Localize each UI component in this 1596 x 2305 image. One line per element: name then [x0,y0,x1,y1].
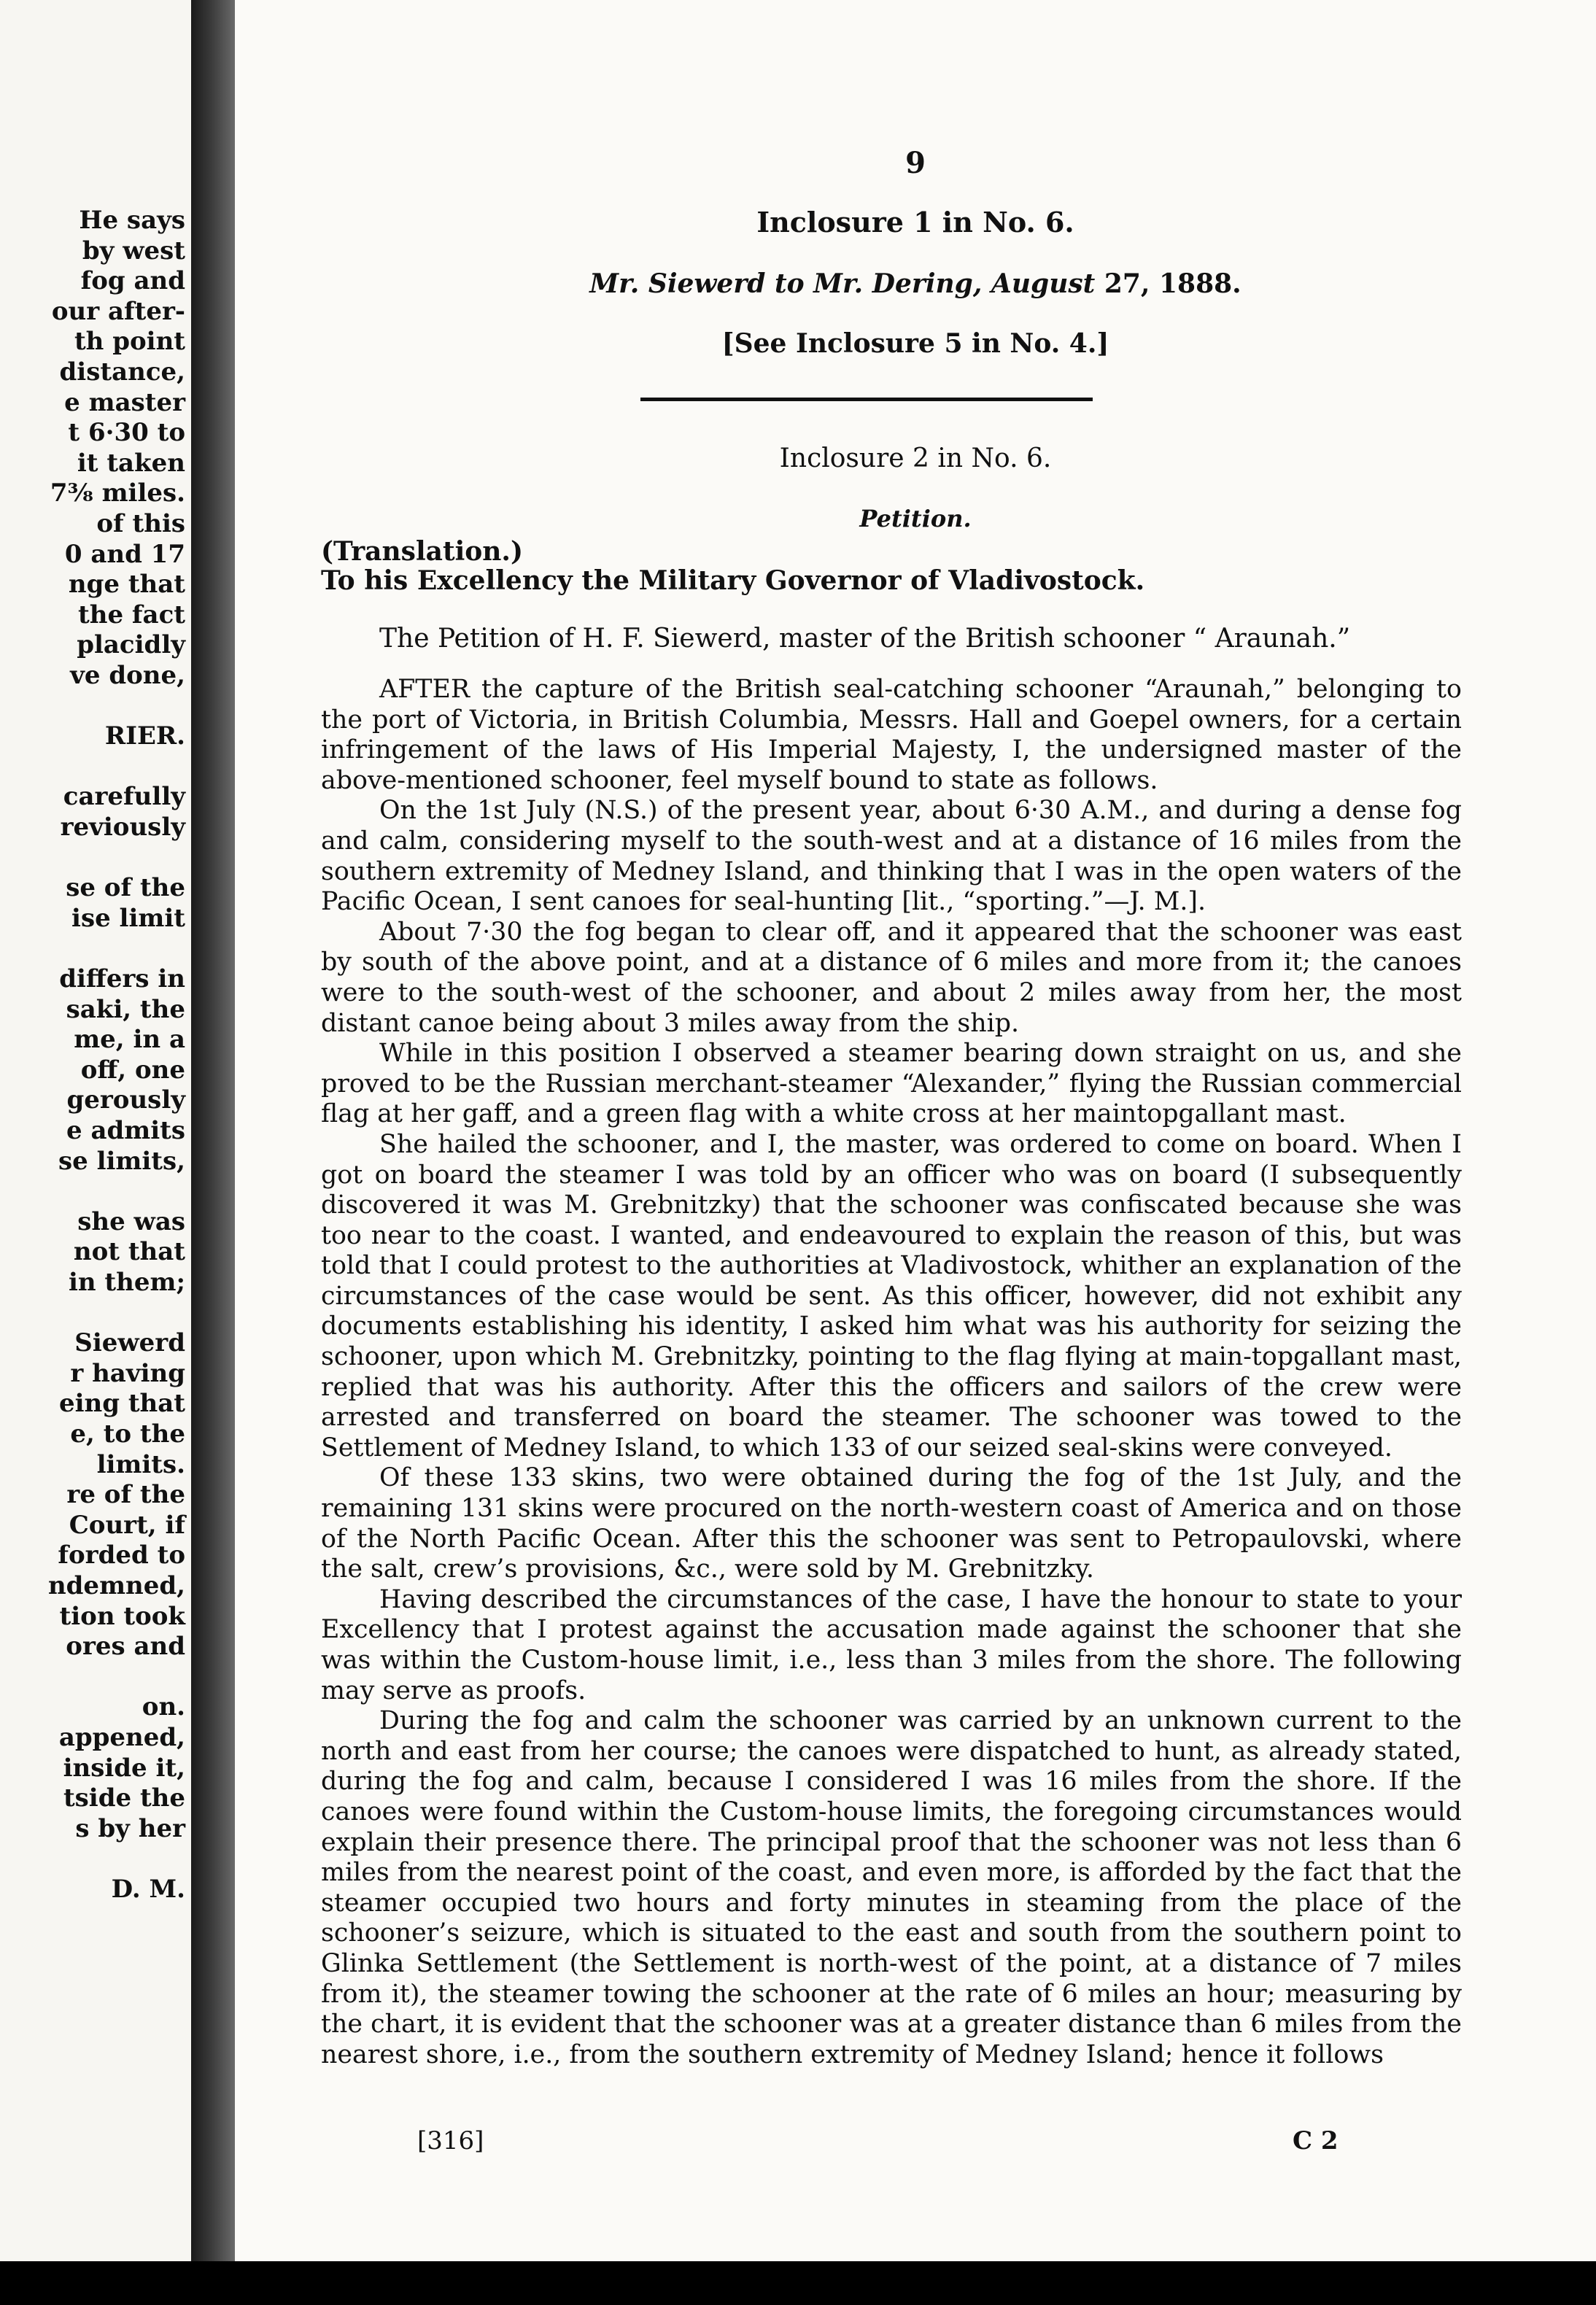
letter-title-text: Mr. Siewerd to Mr. Dering, August [589,268,1096,299]
left-page-line: limits. [96,1449,185,1479]
left-page-line: RIER. [104,721,185,751]
left-page-line: differs in [59,964,185,993]
scan-border [0,2261,1596,2305]
left-page-line: placidly [77,630,185,660]
left-page-line: carefully [63,782,185,812]
petition-intro: The Petition of H. F. Siewerd, master of the British schooner “ Araunah.” [379,624,1351,654]
left-page-line: me, in a [74,1025,185,1055]
body-paragraph: AFTER the capture of the British seal-catching schooner “Araunah,” belonging to the port of Victoria, in British Columbia, Messrs. Hall and Goepel owners, for a certain infringement of the laws of His Imperial Majesty, I, the undersigned master of the above-mentioned schooner, feel myself bound to state as follows. [321,675,1462,795]
body-paragraph: During the fog and calm the schooner was carried by an unknown current to the north and east from her course; the canoes were dispatched to hunt, as already stated, during the fog and calm, because I considered I was 16 miles from the shore. If the canoes were found within the Custom-house limits, the foregoing circumstances would explain their presence there. The principal proof that the schooner was not less than 6 miles from the nearest point of the coast, and even more, is afforded by the fact that the steamer occupied two hours and forty minutes in steaming from the place of the schooner’s seizure, which is situated to the east and south from the southern point to Glinka Settlement (the Settlement is north-west of the point, at a distance of 7 miles from it), the steamer towing the schooner at the rate of 6 miles an hour; measuring by the chart, it is evident that the schooner was at a greater distance than 6 miles from the nearest shore, i.e., from the southern extremity of Medney Island; hence it follows [321,1706,1462,2069]
left-page-line: it taken [77,448,185,478]
left-page-line: off, one [80,1055,185,1085]
left-page-line: appened, [58,1723,185,1752]
petition-label: Petition. [859,505,972,532]
left-page-line: ndemned, [47,1571,185,1600]
left-page-line: saki, the [66,994,185,1024]
left-page-line: e admits [66,1116,185,1145]
left-page-line: se of the [66,873,185,903]
left-page-line: gerously [66,1085,185,1115]
left-page-line: se limits, [58,1146,185,1176]
address-line: To his Excellency the Military Governor of Vladivostock. [321,565,1145,596]
left-page-line: 0 and 17 [64,539,185,569]
letter-title [235,268,1596,299]
left-page-line: s by her [75,1813,185,1843]
inclosure-2-heading: Inclosure 2 in No. 6. [779,443,1052,473]
left-page-line: not that [73,1237,185,1267]
left-page-line: e, to the [70,1419,185,1449]
page-number: 9 [905,146,926,180]
left-page-fragment [0,0,191,2261]
left-page-line: Court, if [69,1510,185,1540]
left-page-line: D. M. [111,1875,185,1904]
left-page-line: fog and [80,266,185,296]
body-paragraph: About 7·30 the fog began to clear off, and it appeared that the schooner was east by south of the above point, and at a distance of 6 miles and more from it; the canoes were to the south-west of the schooner, and about 2 miles away from her, the most distant canoe being about 3 miles away from the ship. [321,917,1462,1038]
see-inclosure-reference: [See Inclosure 5 in No. 4.] [721,328,1109,359]
left-page-line: ores and [66,1632,185,1662]
book-gutter [191,0,235,2261]
inclosure-1-heading: Inclosure 1 in No. 6. [756,206,1074,239]
left-page-line: eing that [58,1389,185,1419]
left-page-line: th point [74,327,185,357]
left-page-line: reviously [60,813,185,842]
left-page-line: t 6·30 to [68,418,185,448]
body-paragraph: She hailed the schooner, and I, the master, was ordered to come on board. When I got on board the steamer I was told by an officer who was on board (I subsequently discovered it was M. Grebnitzky) that the schooner was confiscated because she was too near to the coast. I wanted, and endeavoured to explain the reason of this, but was told that I could protest to the authorities at Vladivostock, whither an explanation of the circumstances of the case would be sent. As this officer, however, did not exhibit any documents establishing his identity, I asked him what was his authority for seizing the schooner, upon which M. Grebnitzky, pointing to the flag flying at main-topgallant mast, replied that was his authority. After this the officers and sailors of the crew were arrested and transferred on board the steamer. The schooner was towed to the Settlement of Medney Island, to which 133 of our seized seal-skins were conveyed. [321,1129,1462,1463]
body-paragraph: On the 1st July (N.S.) of the present year, about 6·30 A.M., and during a dense fog and calm, considering myself to the south-west and at a distance of 16 miles from the southern extremity of Medney Island, and thinking that I was in the open waters of the Pacific Ocean, I sent canoes for seal-hunting [lit., “sporting.”—J. M.]. [321,796,1462,917]
left-page-line: r having [70,1358,185,1388]
left-page-line: He says [79,206,185,235]
petition-body [321,675,1462,2070]
left-page-line: our after- [51,296,185,326]
body-paragraph: While in this position I observed a steamer bearing down straight on us, and she proved to be the Russian merchant-steamer “Alexander,” flying the Russian commercial flag at her gaff, and a green flag with a white cross at her maintopgallant mast. [321,1039,1462,1129]
left-page-line: e master [64,387,185,417]
body-paragraph: Having described the circumstances of the case, I have the honour to state to your Excellency that I protest against the accusation made against the schooner that she was within the Custom-house limit, i.e., less than 3 miles from the shore. The following may serve as proofs. [321,1584,1462,1705]
translation-note: (Translation.) [321,536,523,567]
footer-signature-mark: C 2 [1293,2126,1339,2155]
left-page-line: on. [142,1692,185,1722]
footer-sheet-number: [316] [417,2126,484,2155]
left-page-line: inside it, [63,1753,185,1783]
left-page-line: of this [96,509,185,538]
left-page-line: by west [82,236,185,266]
left-page-line: distance, [59,357,185,387]
left-page-line: tion took [59,1601,185,1631]
left-page-line: 7⅜ miles. [50,479,185,508]
left-page-line: the fact [78,600,185,629]
left-page-line: forded to [58,1541,185,1570]
left-page-line: ise limit [71,903,185,933]
body-paragraph: Of these 133 skins, two were obtained during the fog of the 1st July, and the remaining 131 skins were procured on the north-western coast of America and on those of the North Pacific Ocean. After this the schooner was sent to Petropaulovski, where the salt, crew’s provisions, &c., were sold by M. Grebnitzky. [321,1463,1462,1584]
left-page-line: Siewerd [74,1328,185,1358]
left-page-line: she was [77,1206,185,1236]
left-page-line: ve done, [70,661,185,690]
section-divider-rule [640,398,1093,401]
left-page-line: re of the [66,1480,185,1510]
left-page-line: tside the [63,1783,185,1813]
letter-title-date: 27, 1888. [1104,268,1241,299]
left-page-line: nge that [68,570,185,600]
document-page [235,0,1596,2261]
left-page-line: in them; [68,1268,185,1297]
